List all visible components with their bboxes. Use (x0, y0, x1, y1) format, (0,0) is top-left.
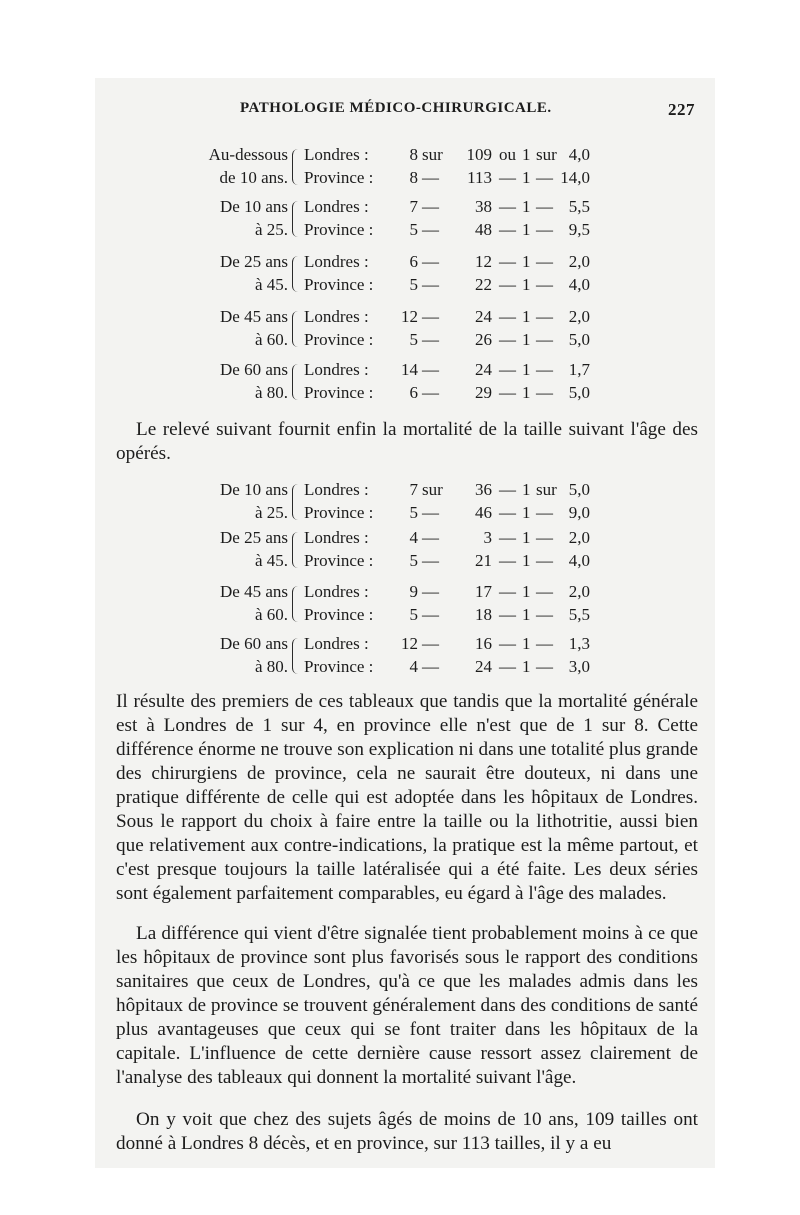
table-row: Province : 6 — 29 — 1 — 5,0 (304, 383, 590, 402)
age-range: De 45 ans à 60. (220, 307, 288, 349)
age-range: De 60 ans à 80. (220, 360, 288, 402)
table-row: Province : 5 — 18 — 1 — 5,5 (304, 605, 590, 624)
table-row: Province : 5 — 46 — 1 — 9,0 (304, 503, 590, 522)
table-row: Province : 5 — 22 — 1 — 4,0 (304, 275, 590, 294)
brace-icon (292, 638, 300, 674)
intro-paragraph: Le relevé suivant fournit enfin la mortalité de la taille suivant l'âge des opérés. (116, 419, 698, 464)
table-row: Londres : 7 — 38 — 1 — 5,5 (304, 197, 590, 216)
brace-icon (292, 311, 300, 347)
table-row: Londres : 6 — 12 — 1 — 2,0 (304, 252, 590, 271)
brace-icon (292, 484, 300, 520)
brace-icon (292, 532, 300, 568)
table-row: Province : 8 — 113 — 1 — 14,0 (304, 168, 590, 187)
age-range: De 25 ans à 45. (220, 528, 288, 570)
table-row: Province : 5 — 48 — 1 — 9,5 (304, 220, 590, 239)
age-range: De 60 ans à 80. (220, 634, 288, 676)
brace-icon (292, 201, 300, 237)
table-row: Londres : 12 — 16 — 1 — 1,3 (304, 634, 590, 653)
age-range: De 45 ans à 60. (220, 582, 288, 624)
table-row: Londres : 12 — 24 — 1 — 2,0 (304, 307, 590, 326)
body-paragraph-3: On y voit que chez des sujets âgés de moins de 10 ans, 109 tailles ont donné à Londres 8 décès, et en province, sur 113 tailles, il y a eu (116, 1109, 698, 1154)
page-number: 227 (668, 100, 695, 119)
brace-icon (292, 586, 300, 622)
age-range: De 25 ans à 45. (220, 252, 288, 294)
age-range: De 10 ans à 25. (220, 197, 288, 239)
body-paragraph-2: La différence qui vient d'être signalée tient probablement moins à ce que les hôpitaux de province sont plus favorisés sous le rapport des conditions sanitaires que ceux de Londres, qu'à ce que les malades admis dans les hôpitaux de province se trouvent généralement dans des conditions de santé plus avantageuses que ceux qui se font traiter dans les hôpitaux de la capitale. L'influence de cette dernière cause ressort assez clairement de l'analyse des tableaux qui donnent la mortalité suivant l'âge. (116, 923, 698, 1088)
running-header (240, 100, 695, 124)
table-row: Londres : 4 — 3 — 1 — 2,0 (304, 528, 590, 547)
age-range: Au-dessous de 10 ans. (208, 145, 288, 187)
brace-icon (292, 364, 300, 400)
table-row: Province : 4 — 24 — 1 — 3,0 (304, 657, 590, 676)
brace-icon (292, 256, 300, 292)
table-row: Londres : 14 — 24 — 1 — 1,7 (304, 360, 590, 379)
table-row: Province : 5 — 21 — 1 — 4,0 (304, 551, 590, 570)
table-row: Londres : 9 — 17 — 1 — 2,0 (304, 582, 590, 601)
table-row: Londres : 8 sur 109 ou 1 sur 4,0 (304, 145, 590, 164)
body-paragraph-1: Il résulte des premiers de ces tableaux que tandis que la mortalité générale est à Londres de 1 sur 4, en province elle n'est que de 1 sur 8. Cette différence énorme ne trouve son explication ni dans une totalité plus grande des chirurgiens de province, cela ne saurait être douteux, ni dans une pratique différente de celle qui est adoptée dans les hôpitaux de Londres. Sous le rapport du choix à faire entre la taille ou la lithotritie, aussi bien que relativement aux contre-indications, la pratique est la même partout, et c'est presque toujours la taille latéralisée qui a été faite. Les deux séries sont également parfaitement comparables, eu égard à l'âge des malades. (116, 691, 699, 904)
header-title: PATHOLOGIE MÉDICO-CHIRURGICALE. (240, 100, 552, 116)
table-row: Londres : 7 sur 36 — 1 sur 5,0 (304, 480, 590, 499)
age-range: De 10 ans à 25. (220, 480, 288, 522)
table-row: Province : 5 — 26 — 1 — 5,0 (304, 330, 590, 349)
brace-icon (292, 149, 300, 185)
